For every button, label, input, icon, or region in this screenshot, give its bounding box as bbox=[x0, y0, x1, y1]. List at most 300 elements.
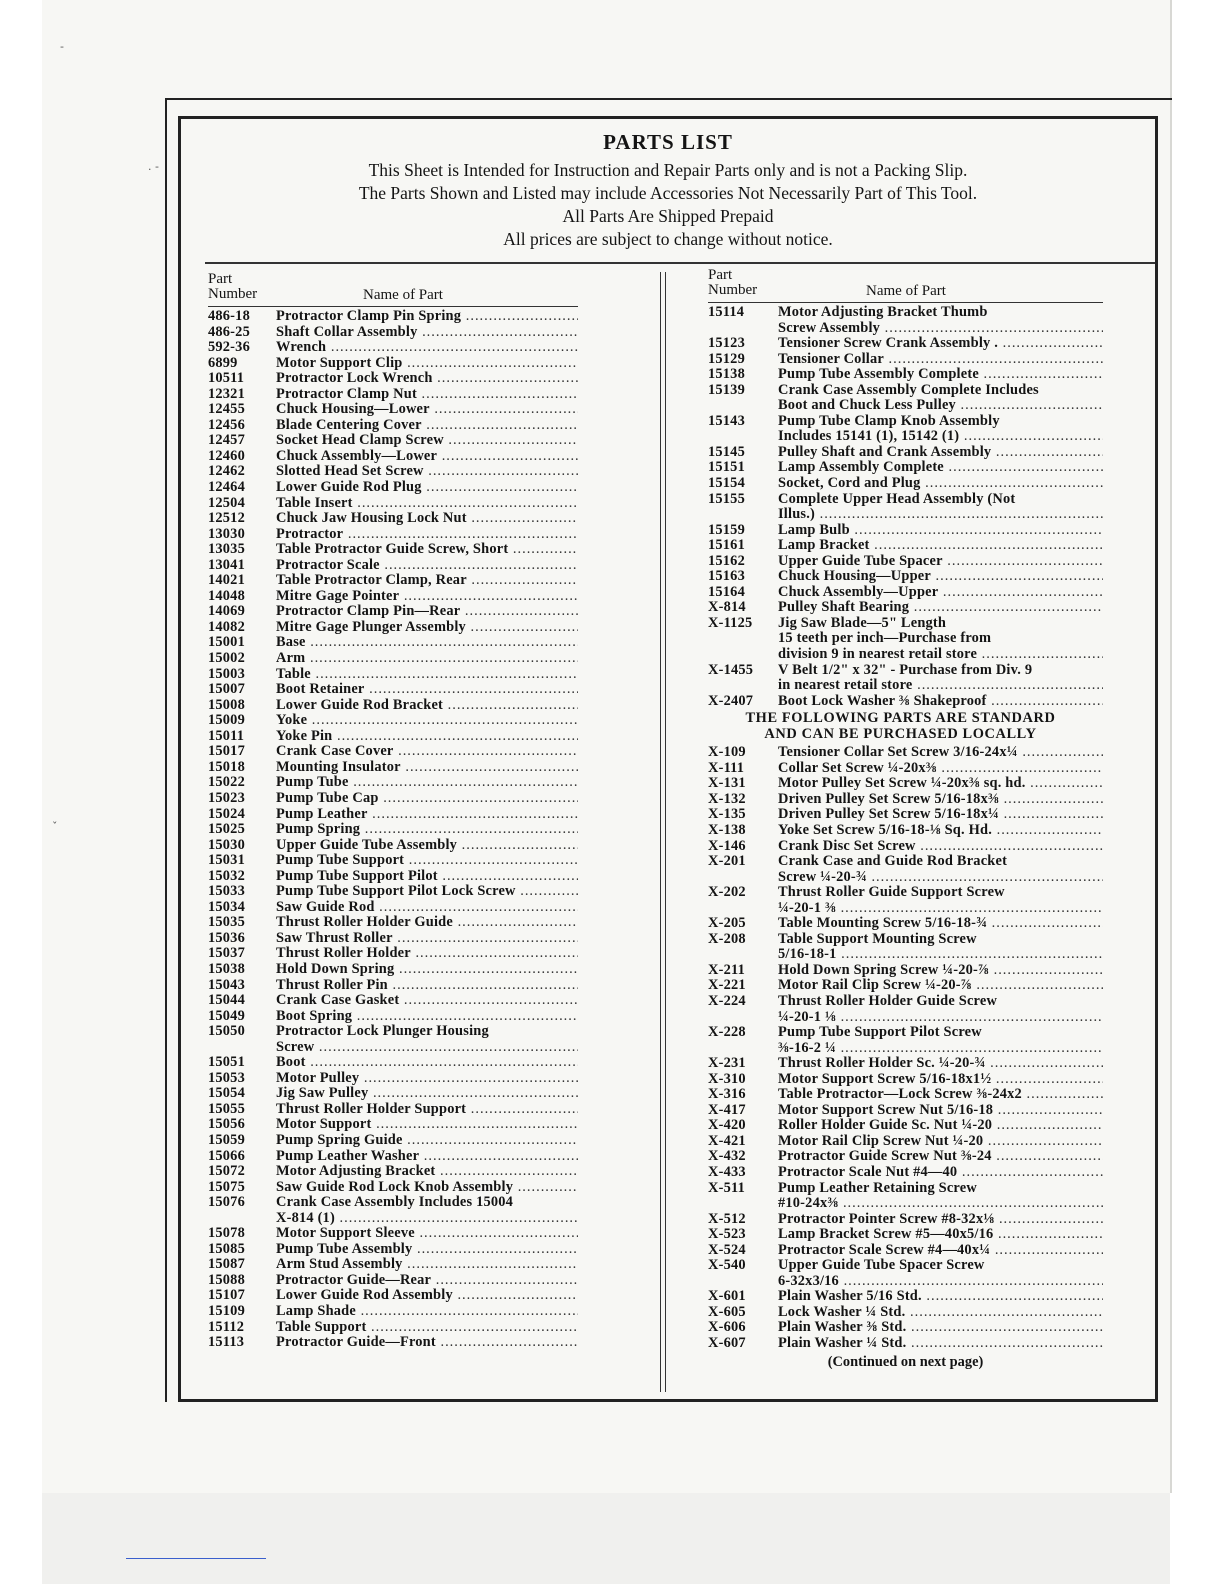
part-row bbox=[708, 792, 1103, 808]
part-name: Upper Guide Tube Spacer Screw bbox=[778, 1258, 985, 1274]
part-name: Protractor Guide—Front ..... bbox=[276, 1335, 578, 1351]
part-name: Yoke Set Screw 5/16-18-⅛ Sq. Hd. ..... bbox=[778, 823, 1103, 839]
part-row bbox=[208, 729, 578, 745]
part-name: Saw Guide Rod Lock Knob Assembly ..... bbox=[276, 1180, 578, 1196]
part-row bbox=[708, 978, 1103, 994]
part-name: Table Mounting Screw 5/16-18-¾ ..... bbox=[778, 916, 1103, 932]
part-name: Driven Pulley Set Screw 5/16-18x¼ ..... bbox=[778, 807, 1103, 823]
part-name: Crank Case Assembly Includes 15004 bbox=[276, 1195, 514, 1211]
part-number: X-601 bbox=[708, 1288, 746, 1305]
part-row bbox=[708, 647, 1103, 663]
part-number: X-2407 bbox=[708, 692, 754, 709]
part-number: X-607 bbox=[708, 1335, 746, 1351]
part-row bbox=[208, 807, 578, 823]
part-name: Screw ¼-20-¾ ..... bbox=[778, 870, 1103, 886]
part-name: Pump Tube Support Pilot Lock Screw ..... bbox=[276, 884, 578, 900]
part-name: Pump Tube Clamp Knob Assembly bbox=[778, 413, 1000, 429]
part-name: #10-24x⅜ ..... bbox=[778, 1196, 1103, 1212]
part-number: 12462 bbox=[208, 463, 245, 480]
part-row bbox=[708, 1274, 1103, 1290]
part-row bbox=[708, 839, 1103, 855]
part-row bbox=[708, 538, 1103, 554]
part-number: 15024 bbox=[208, 805, 245, 822]
part-name: Driven Pulley Set Screw 5/16-18x⅜ ..... bbox=[778, 792, 1103, 808]
part-name: Table ..... bbox=[276, 667, 578, 683]
part-name: Complete Upper Head Assembly (Not bbox=[778, 491, 1016, 507]
part-name: Crank Case Assembly Complete Includes bbox=[778, 382, 1039, 398]
part-row bbox=[708, 460, 1103, 476]
part-name: Plain Washer ⅜ Std. ..... bbox=[778, 1320, 1103, 1336]
part-row bbox=[208, 900, 578, 916]
notice-line: AND CAN BE PURCHASED LOCALLY bbox=[764, 725, 1037, 742]
part-row bbox=[708, 616, 1103, 632]
part-name: Thrust Roller Holder Guide Screw bbox=[778, 993, 998, 1009]
part-row bbox=[208, 418, 578, 434]
page-title: PARTS LIST bbox=[603, 130, 733, 154]
part-number: 15001 bbox=[208, 634, 245, 651]
part-number: 12456 bbox=[208, 416, 245, 433]
part-name: Protractor Clamp Pin Spring ..... bbox=[276, 309, 578, 325]
scan-speck: ˇ bbox=[52, 820, 58, 833]
part-number: 15085 bbox=[208, 1240, 245, 1257]
part-name: Chuck Assembly—Upper ..... bbox=[778, 585, 1103, 601]
part-number: 13030 bbox=[208, 525, 245, 542]
part-row bbox=[708, 445, 1103, 461]
part-number: 15161 bbox=[708, 537, 745, 554]
part-name: Saw Thrust Roller ..... bbox=[276, 931, 578, 947]
part-number: 15112 bbox=[208, 1318, 245, 1335]
part-row bbox=[208, 1055, 578, 1071]
part-number: 12464 bbox=[208, 479, 245, 496]
part-row bbox=[708, 1010, 1103, 1026]
part-row bbox=[708, 523, 1103, 539]
part-number: X-131 bbox=[708, 775, 746, 792]
part-number: 14069 bbox=[208, 603, 245, 620]
part-row bbox=[208, 589, 578, 605]
part-name: Saw Guide Rod ..... bbox=[276, 900, 578, 916]
scan-bottom-edge bbox=[42, 1493, 1170, 1584]
part-number-label: Part Number bbox=[708, 267, 758, 298]
part-number: X-202 bbox=[708, 884, 746, 901]
column-divider bbox=[660, 272, 666, 1392]
part-row bbox=[708, 694, 1103, 710]
part-number: 15155 bbox=[708, 490, 745, 507]
part-name: Boot and Chuck Less Pulley ..... bbox=[778, 398, 1103, 414]
part-row bbox=[708, 745, 1103, 761]
part-row bbox=[208, 1211, 578, 1227]
part-number: X-228 bbox=[708, 1024, 746, 1041]
part-number: 15017 bbox=[208, 743, 245, 760]
part-name: Table Protractor Clamp, Rear ..... bbox=[276, 573, 578, 589]
part-name: X-814 (1) ..... bbox=[276, 1211, 578, 1227]
part-row bbox=[708, 569, 1103, 585]
part-number: 15054 bbox=[208, 1085, 245, 1102]
part-row bbox=[708, 761, 1103, 777]
part-name: Protractor ..... bbox=[276, 527, 578, 543]
part-number: X-310 bbox=[708, 1070, 746, 1087]
part-number: X-540 bbox=[708, 1257, 746, 1274]
part-row bbox=[208, 915, 578, 931]
part-row bbox=[708, 1320, 1103, 1336]
part-name: Motor Support Clip ..... bbox=[276, 356, 578, 372]
part-number: 12512 bbox=[208, 510, 245, 527]
part-row bbox=[208, 511, 578, 527]
part-name: Chuck Jaw Housing Lock Nut ..... bbox=[276, 511, 578, 527]
part-row bbox=[208, 402, 578, 418]
part-number: 486-18 bbox=[208, 308, 250, 324]
part-number: 12504 bbox=[208, 494, 245, 511]
part-row bbox=[708, 885, 1103, 901]
part-name: Upper Guide Tube Spacer ..... bbox=[778, 554, 1103, 570]
part-name: Pulley Shaft and Crank Assembly ..... bbox=[778, 445, 1103, 461]
part-row bbox=[208, 713, 578, 729]
part-row bbox=[208, 480, 578, 496]
continued-note: (Continued on next page) bbox=[827, 1353, 984, 1370]
part-number-header bbox=[208, 272, 257, 302]
name-of-part-header: Name of Part bbox=[363, 287, 443, 303]
part-name: Table Support Mounting Screw bbox=[778, 931, 977, 947]
part-row bbox=[708, 367, 1103, 383]
part-row bbox=[708, 398, 1103, 414]
part-name: Pump Tube Cap ..... bbox=[276, 791, 578, 807]
part-row bbox=[708, 1289, 1103, 1305]
part-name: Motor Support Screw Nut 5/16-18 ..... bbox=[778, 1103, 1103, 1119]
standard-parts-list bbox=[708, 745, 1103, 1351]
part-row bbox=[708, 963, 1103, 979]
part-number: 15002 bbox=[208, 650, 245, 667]
part-name: Mitre Gage Pointer ..... bbox=[276, 589, 578, 605]
part-number: 15129 bbox=[708, 350, 745, 367]
part-row bbox=[708, 1072, 1103, 1088]
part-name: Plain Washer ¼ Std. ..... bbox=[778, 1336, 1103, 1352]
part-row bbox=[708, 507, 1103, 523]
part-row bbox=[208, 884, 578, 900]
part-name: Upper Guide Tube Assembly ..... bbox=[276, 838, 578, 854]
part-number: 15123 bbox=[708, 335, 745, 352]
part-name: Thrust Roller Holder Support ..... bbox=[276, 1102, 578, 1118]
part-row bbox=[708, 823, 1103, 839]
part-name: Motor Adjusting Bracket Thumb bbox=[778, 305, 988, 320]
part-row bbox=[708, 1305, 1103, 1321]
part-name: Jig Saw Pulley ..... bbox=[276, 1086, 578, 1102]
part-name: Boot Retainer ..... bbox=[276, 682, 578, 698]
part-name: Jig Saw Blade—5" Length bbox=[778, 615, 947, 631]
part-row bbox=[208, 1195, 578, 1211]
part-row bbox=[208, 1009, 578, 1025]
part-number: 15036 bbox=[208, 929, 245, 946]
part-name: Tensioner Collar ..... bbox=[778, 352, 1103, 368]
part-name: Motor Rail Clip Screw ¼-20-⅞ ..... bbox=[778, 978, 1103, 994]
part-row bbox=[208, 682, 578, 698]
part-number: 15043 bbox=[208, 976, 245, 993]
part-name: Socket, Cord and Plug ..... bbox=[778, 476, 1103, 492]
part-row bbox=[208, 356, 578, 372]
scan-speck: - bbox=[60, 40, 64, 53]
part-name: Lock Washer ¼ Std. ..... bbox=[778, 1305, 1103, 1321]
part-number: 15164 bbox=[708, 583, 745, 600]
part-number: 15162 bbox=[708, 552, 745, 569]
part-row bbox=[208, 822, 578, 838]
part-name: Lower Guide Rod Bracket ..... bbox=[276, 698, 578, 714]
part-row bbox=[708, 776, 1103, 792]
part-row bbox=[208, 1102, 578, 1118]
part-row bbox=[208, 604, 578, 620]
part-row bbox=[208, 1335, 578, 1351]
part-row bbox=[208, 931, 578, 947]
part-name: Thrust Roller Guide Support Screw bbox=[778, 885, 1005, 901]
part-row bbox=[208, 962, 578, 978]
part-row bbox=[708, 1056, 1103, 1072]
part-number: 15044 bbox=[208, 992, 245, 1009]
part-row bbox=[708, 916, 1103, 932]
part-name: Protractor Guide—Rear ..... bbox=[276, 1273, 578, 1289]
part-number: 15078 bbox=[208, 1225, 245, 1242]
part-number: 15031 bbox=[208, 852, 245, 869]
part-name: ¼-20-1 ⅛ ..... bbox=[778, 1010, 1103, 1026]
part-number: X-132 bbox=[708, 790, 746, 807]
part-number: 10511 bbox=[208, 370, 245, 387]
part-row bbox=[708, 476, 1103, 492]
part-name: Yoke Pin ..... bbox=[276, 729, 578, 745]
part-number: 15050 bbox=[208, 1023, 245, 1040]
part-row bbox=[708, 663, 1103, 679]
part-name: Protractor Clamp Pin—Rear ..... bbox=[276, 604, 578, 620]
part-name: Table Protractor—Lock Screw ⅜-24x2 ..... bbox=[778, 1087, 1103, 1103]
column-header bbox=[208, 272, 578, 307]
part-number: X-421 bbox=[708, 1132, 746, 1149]
part-number: X-146 bbox=[708, 837, 746, 854]
part-number: X-432 bbox=[708, 1148, 746, 1165]
part-number: 15066 bbox=[208, 1147, 245, 1164]
part-name: Pump Tube Assembly ..... bbox=[276, 1242, 578, 1258]
part-number: 15109 bbox=[208, 1303, 245, 1319]
part-row bbox=[708, 336, 1103, 352]
parts-list-left bbox=[208, 309, 578, 1351]
part-row bbox=[208, 775, 578, 791]
heading-line: All prices are subject to change without notice. bbox=[503, 229, 833, 249]
part-number: 13041 bbox=[208, 556, 245, 573]
part-number: X-111 bbox=[708, 759, 745, 776]
part-row bbox=[208, 387, 578, 403]
part-row bbox=[208, 667, 578, 683]
part-number: 15059 bbox=[208, 1131, 245, 1148]
part-row bbox=[708, 600, 1103, 616]
part-name: Motor Pulley ..... bbox=[276, 1071, 578, 1087]
part-number: 486-25 bbox=[208, 323, 250, 340]
part-row bbox=[208, 978, 578, 994]
part-name: Pump Spring ..... bbox=[276, 822, 578, 838]
part-number: X-605 bbox=[708, 1303, 746, 1320]
part-number: 15009 bbox=[208, 712, 245, 729]
part-number: X-109 bbox=[708, 744, 746, 761]
part-number: X-512 bbox=[708, 1210, 746, 1227]
part-number: X-814 bbox=[708, 599, 746, 616]
part-name: Lower Guide Rod Plug ..... bbox=[276, 480, 578, 496]
part-number: 15049 bbox=[208, 1007, 245, 1024]
part-name: Mounting Insulator ..... bbox=[276, 760, 578, 776]
part-row bbox=[208, 635, 578, 651]
part-number: X-433 bbox=[708, 1163, 746, 1180]
part-number: 15072 bbox=[208, 1163, 245, 1180]
part-row bbox=[208, 698, 578, 714]
part-name: Hold Down Spring Screw ¼-20-⅞ ..... bbox=[778, 963, 1103, 979]
part-number: 15011 bbox=[208, 727, 245, 744]
part-number: 14048 bbox=[208, 587, 245, 604]
part-number: 15055 bbox=[208, 1100, 245, 1117]
part-number: X-135 bbox=[708, 806, 746, 823]
part-number: 12460 bbox=[208, 447, 245, 464]
part-name: Boot Spring ..... bbox=[276, 1009, 578, 1025]
part-number: 15138 bbox=[708, 366, 745, 383]
blue-underline-mark bbox=[126, 1558, 266, 1559]
part-name: Roller Holder Guide Sc. Nut ¼-20 ..... bbox=[778, 1118, 1103, 1134]
part-row bbox=[708, 1243, 1103, 1259]
part-name: 5/16-18-1 ..... bbox=[778, 947, 1103, 963]
part-row bbox=[708, 429, 1103, 445]
part-name: Screw Assembly ..... bbox=[778, 321, 1103, 337]
part-row bbox=[708, 383, 1103, 399]
part-number: 15154 bbox=[708, 475, 745, 492]
part-name: Pump Tube Support ..... bbox=[276, 853, 578, 869]
part-row bbox=[208, 838, 578, 854]
part-number: 15003 bbox=[208, 665, 245, 682]
part-name: Lamp Assembly Complete ..... bbox=[778, 460, 1103, 476]
part-row bbox=[208, 946, 578, 962]
part-name: Boot ..... bbox=[276, 1055, 578, 1071]
part-number: X-211 bbox=[708, 961, 745, 978]
part-number: X-420 bbox=[708, 1117, 746, 1134]
part-name: Motor Support ..... bbox=[276, 1117, 578, 1133]
part-name: Protractor Guide Screw Nut ⅜-24 ..... bbox=[778, 1149, 1103, 1165]
part-number-header bbox=[708, 268, 757, 298]
part-number-label: Part Number bbox=[208, 271, 258, 302]
name-of-part-header: Name of Part bbox=[866, 283, 946, 299]
part-name: Pump Tube Support Pilot ..... bbox=[276, 869, 578, 885]
part-row bbox=[708, 1041, 1103, 1057]
part-row bbox=[208, 1257, 578, 1273]
part-name: Chuck Housing—Upper ..... bbox=[778, 569, 1103, 585]
part-number: 15088 bbox=[208, 1271, 245, 1288]
part-row bbox=[708, 854, 1103, 870]
part-row bbox=[708, 1165, 1103, 1181]
part-number: 15075 bbox=[208, 1178, 245, 1195]
part-name: Shaft Collar Assembly ..... bbox=[276, 325, 578, 341]
part-name: Pump Leather Retaining Screw bbox=[778, 1180, 977, 1196]
parts-column-left bbox=[208, 272, 578, 1351]
part-name: Motor Rail Clip Screw Nut ¼-20 ..... bbox=[778, 1134, 1103, 1150]
part-row bbox=[208, 1071, 578, 1087]
part-name: ⅜-16-2 ¼ ..... bbox=[778, 1041, 1103, 1057]
part-number: 15087 bbox=[208, 1256, 245, 1273]
part-name: Mitre Gage Plunger Assembly ..... bbox=[276, 620, 578, 636]
part-row bbox=[708, 1025, 1103, 1041]
part-row bbox=[208, 1180, 578, 1196]
part-number: 15051 bbox=[208, 1054, 245, 1071]
part-row bbox=[208, 1288, 578, 1304]
part-row bbox=[708, 1258, 1103, 1274]
part-row bbox=[708, 1103, 1103, 1119]
part-name: Protractor Scale Screw #4—40x¼ ..... bbox=[778, 1243, 1103, 1259]
part-row bbox=[708, 807, 1103, 823]
part-row bbox=[708, 901, 1103, 917]
part-name: Chuck Housing—Lower ..... bbox=[276, 402, 578, 418]
part-name: Illus.) ..... bbox=[778, 507, 1103, 523]
part-row bbox=[208, 1164, 578, 1180]
part-name: Pump Spring Guide ..... bbox=[276, 1133, 578, 1149]
scan-speck: . - bbox=[148, 160, 159, 173]
part-name: Protractor Clamp Nut ..... bbox=[276, 387, 578, 403]
part-row bbox=[208, 853, 578, 869]
part-number: 15053 bbox=[208, 1069, 245, 1086]
part-name: Protractor Lock Wrench ..... bbox=[276, 371, 578, 387]
part-name: Motor Support Sleeve ..... bbox=[276, 1226, 578, 1242]
part-number: 6899 bbox=[208, 354, 238, 371]
part-number: 15159 bbox=[708, 521, 745, 538]
part-number: X-417 bbox=[708, 1101, 746, 1118]
part-row bbox=[208, 433, 578, 449]
part-name: Table Support ..... bbox=[276, 1320, 578, 1336]
part-row bbox=[708, 1181, 1103, 1197]
part-name: Protractor Pointer Screw #8-32x⅛ ..... bbox=[778, 1212, 1103, 1228]
part-name: Table Protractor Guide Screw, Short ..... bbox=[276, 542, 578, 558]
part-row bbox=[208, 1242, 578, 1258]
part-row bbox=[708, 1087, 1103, 1103]
part-name: Tensioner Collar Set Screw 3/16-24x¼ ..... bbox=[778, 745, 1103, 761]
part-number: 12321 bbox=[208, 385, 245, 402]
heading-rule bbox=[205, 262, 1155, 264]
part-number: 15107 bbox=[208, 1287, 245, 1304]
part-number: 15163 bbox=[708, 568, 745, 585]
part-row bbox=[208, 744, 578, 760]
part-row bbox=[208, 325, 578, 341]
part-name: Lamp Bracket ..... bbox=[778, 538, 1103, 554]
part-name: Chuck Assembly—Lower ..... bbox=[276, 449, 578, 465]
part-name: Protractor Scale Nut #4—40 ..... bbox=[778, 1165, 1103, 1181]
part-row bbox=[208, 1040, 578, 1056]
part-row bbox=[708, 870, 1103, 886]
part-number: 14082 bbox=[208, 618, 245, 635]
part-name: Lamp Bulb ..... bbox=[778, 523, 1103, 539]
part-row bbox=[208, 464, 578, 480]
part-number: X-201 bbox=[708, 853, 746, 870]
part-name: Pump Leather Washer ..... bbox=[276, 1149, 578, 1165]
part-number: X-138 bbox=[708, 821, 746, 838]
part-name: Thrust Roller Holder Guide ..... bbox=[276, 915, 578, 931]
part-row bbox=[208, 558, 578, 574]
part-name: Socket Head Clamp Screw ..... bbox=[276, 433, 578, 449]
part-row bbox=[208, 449, 578, 465]
part-number: 14021 bbox=[208, 572, 245, 589]
part-name: V Belt 1/2" x 32" - Purchase from Div. 9 bbox=[778, 662, 1033, 678]
part-row bbox=[208, 651, 578, 667]
column-header bbox=[708, 268, 1103, 303]
part-number: 15007 bbox=[208, 681, 245, 698]
part-name: Yoke ..... bbox=[276, 713, 578, 729]
part-number: 15113 bbox=[208, 1334, 245, 1351]
part-name: Wrench ..... bbox=[276, 340, 578, 356]
part-number: 15018 bbox=[208, 758, 245, 775]
part-name: Lower Guide Rod Assembly ..... bbox=[276, 1288, 578, 1304]
part-number: 15143 bbox=[708, 412, 745, 429]
part-number: 15056 bbox=[208, 1116, 245, 1133]
part-row bbox=[708, 1212, 1103, 1228]
parts-column-right bbox=[708, 268, 1103, 1371]
part-name: Crank Case Gasket ..... bbox=[276, 993, 578, 1009]
part-name: Thrust Roller Holder ..... bbox=[276, 946, 578, 962]
part-row bbox=[708, 585, 1103, 601]
part-number: 15035 bbox=[208, 914, 245, 931]
part-row bbox=[708, 1196, 1103, 1212]
